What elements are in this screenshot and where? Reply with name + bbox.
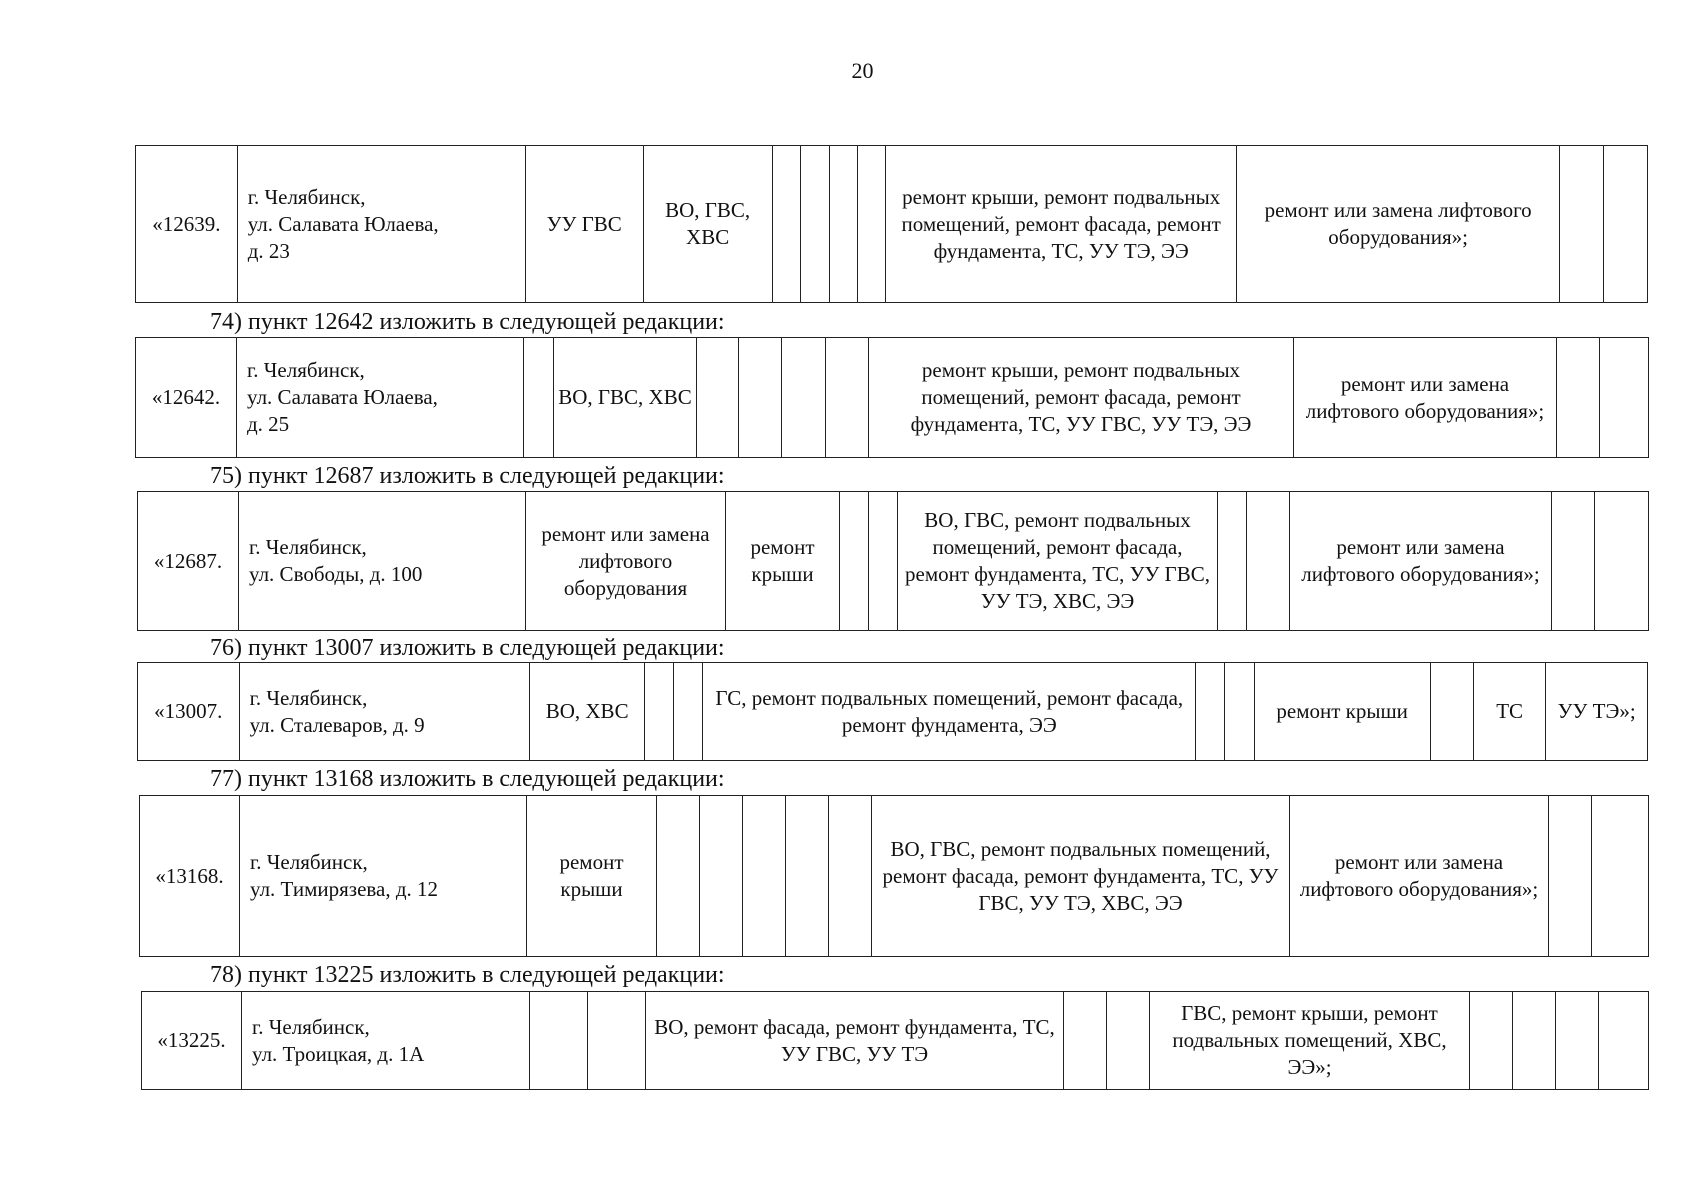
work-cell [1196,663,1225,761]
item-number: «13225. [142,992,242,1090]
work-cell [700,796,743,957]
work-cell: ремонт или замена лифтового оборудования»; [1290,492,1552,631]
work-cell [1560,146,1603,303]
address-line: ул. Тимирязева, д. 12 [250,877,439,901]
address-line: ул. Салавата Юлаева, [247,211,439,236]
work-cell [830,146,858,303]
amendment-instruction: 74) пункт 12642 изложить в следующей редакции: [210,309,725,335]
work-cell [1430,663,1473,761]
address-line: г. Челябинск, [252,1014,370,1039]
item-number: «13168. [140,796,240,957]
address-cell [239,492,526,631]
amendment-row-12642 [135,337,1649,458]
amendment-row-12639 [135,145,1648,303]
address-line: г. Челябинск, [249,685,368,710]
amendment-row-12687 [137,491,1649,631]
work-cell [644,663,673,761]
work-cell: УУ ГВС [525,146,643,303]
work-cell: ГС, ремонт подвальных помещений, ремонт фасада, ремонт фундамента, ЭЭ [703,663,1196,761]
work-cell: ГВС, ремонт крыши, ремонт подвальных помещений, ХВС, ЭЭ»; [1150,992,1470,1090]
amendment-row-13225 [141,991,1649,1090]
work-cell [1218,492,1247,631]
item-number: «12687. [138,492,239,631]
work-cell [1549,796,1592,957]
work-cell: ремонт крыши [1254,663,1430,761]
address-cell [240,796,527,957]
work-cell: ремонт или замена лифтового оборудования»; [1294,338,1557,458]
address-line: ул. Салавата Юлаева, [247,385,438,409]
address-line: г. Челябинск, [247,184,366,209]
work-cell [1513,992,1556,1090]
address-cell [237,338,524,458]
work-cell [743,796,786,957]
work-cell: ТС [1473,663,1545,761]
address-line: ул. Сталеваров, д. 9 [249,712,425,737]
work-cell [1599,992,1649,1090]
address-line: г. Челябинск, [250,850,368,874]
work-cell [674,663,703,761]
work-cell [1595,492,1649,631]
item-number: «12642. [136,338,237,458]
work-cell [829,796,872,957]
amendment-instruction: 77) пункт 13168 изложить в следующей редакции: [210,766,725,792]
work-cell: ВО, ремонт фасада, ремонт фундамента, ТС, УУ ГВС, УУ ТЭ [646,992,1064,1090]
item-number: «12639. [136,146,238,303]
address-line: г. Челябинск, [249,535,367,559]
address-line: д. 23 [247,238,290,263]
work-cell: ремонт крыши [527,796,657,957]
address-cell [242,992,530,1090]
work-cell [530,992,588,1090]
work-cell [697,338,739,458]
address-line: д. 25 [247,412,290,436]
work-cell [1064,992,1107,1090]
amendment-row-13168 [139,795,1649,957]
work-cell [800,146,829,303]
work-cell [1247,492,1290,631]
address-line: ул. Свободы, д. 100 [249,562,423,586]
address-line: ул. Троицкая, д. 1А [252,1041,425,1066]
work-cell [739,338,782,458]
work-cell [772,146,800,303]
amendment-row-13007 [137,662,1648,761]
work-cell [588,992,646,1090]
work-cell: ремонт крыши, ремонт подвальных помещений, ремонт фасада, ремонт фундамента, ТС, УУ ГВС, УУ ТЭ, ЭЭ [869,338,1294,458]
work-cell [1603,146,1647,303]
work-cell [524,338,554,458]
work-cell [1600,338,1649,458]
work-cell [1225,663,1254,761]
page-number: 20 [851,58,874,83]
work-cell [1556,992,1599,1090]
work-cell: ремонт или замена лифтового оборудования [526,492,726,631]
work-cell: ВО, ГВС, ремонт подвальных помещений, ремонт фасада, ремонт фундамента, ТС, УУ ГВС, УУ ТЭ, ХВС, ЭЭ [872,796,1290,957]
address-line: г. Челябинск, [247,358,365,382]
work-cell [657,796,700,957]
work-cell [786,796,829,957]
work-cell: ремонт крыши [726,492,840,631]
item-number: «13007. [138,663,240,761]
work-cell [1552,492,1595,631]
work-cell: ВО, ГВС, ХВС [554,338,697,458]
work-cell: ВО, ГВС, ремонт подвальных помещений, ремонт фасада, ремонт фундамента, ТС, УУ ГВС, УУ ТЭ, ХВС, ЭЭ [898,492,1218,631]
work-cell: ремонт или замена лифтового оборудования»; [1290,796,1549,957]
work-cell: ВО, ХВС [530,663,645,761]
work-cell [858,146,886,303]
work-cell [782,338,826,458]
work-cell [826,338,869,458]
work-cell [1470,992,1513,1090]
address-cell [237,146,525,303]
work-cell: ремонт крыши, ремонт подвальных помещений, ремонт фасада, ремонт фундамента, ТС, УУ ТЭ, ЭЭ [886,146,1237,303]
amendment-instruction: 76) пункт 13007 изложить в следующей редакции: [210,635,725,661]
work-cell [1592,796,1649,957]
amendment-instruction: 78) пункт 13225 изложить в следующей редакции: [210,962,725,988]
work-cell [1107,992,1150,1090]
address-cell [239,663,530,761]
work-cell [840,492,869,631]
amendment-instruction: 75) пункт 12687 изложить в следующей редакции: [210,463,725,489]
work-cell [1557,338,1600,458]
work-cell: ВО, ГВС, ХВС [643,146,772,303]
work-cell [869,492,898,631]
work-cell: ремонт или замена лифтового оборудования»; [1236,146,1559,303]
work-cell: УУ ТЭ»; [1546,663,1648,761]
